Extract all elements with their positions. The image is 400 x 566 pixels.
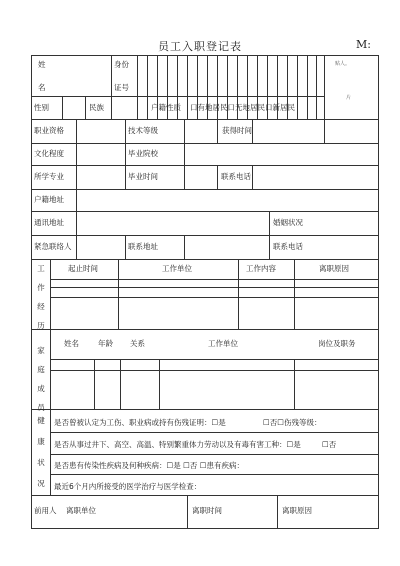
- prev-employer-label: 前用人: [34, 506, 57, 515]
- name-label-2: 名: [38, 83, 46, 92]
- hukou-options[interactable]: 口有地居民口无地居民口新居民: [190, 103, 295, 112]
- family-side-label-2: 庭: [37, 365, 45, 374]
- family-header-relation: 关系: [130, 339, 145, 348]
- education-label: 文化程度: [34, 149, 64, 158]
- work-side-label-3: 经: [37, 302, 45, 311]
- health-side-label-3: 状: [37, 458, 45, 467]
- leave-unit-label: 离职单位: [66, 506, 96, 515]
- work-header-period: 起止时间: [68, 264, 98, 273]
- health-q2[interactable]: 是否从事过井下、高空、高温、特别繁重体力劳动以及有毒有害工种：☐是: [54, 440, 301, 449]
- major-label: 所学专业: [34, 172, 64, 181]
- phone-label: 联系电话: [221, 172, 251, 181]
- family-header-position: 岗位及职务: [318, 339, 356, 348]
- form-title: 员工入职登记表: [158, 40, 242, 53]
- health-side-label-1: 健: [37, 416, 45, 425]
- id-label-1: 身份: [114, 60, 129, 69]
- photo-label-2: 片: [346, 95, 352, 101]
- family-header-age: 年龄: [98, 339, 113, 348]
- health-q2-options[interactable]: ☐否: [322, 440, 337, 449]
- leave-time-label: 离职时间: [192, 506, 222, 515]
- emergency-contact-label: 紧急联络人: [34, 242, 72, 251]
- work-header-employer: 工作单位: [162, 264, 192, 273]
- tech-level-label: 技术等级: [128, 126, 158, 135]
- leave-reason-label: 离职原因: [282, 506, 312, 515]
- marital-label: 婚姻状况: [273, 218, 303, 227]
- ethnicity-label: 民族: [89, 103, 104, 112]
- name-label-1: 姓: [38, 60, 46, 69]
- work-side-label-2: 作: [37, 283, 45, 292]
- hukou-address-label: 户籍地址: [34, 195, 64, 204]
- family-side-label-1: 家: [37, 346, 45, 355]
- obtained-time-label: 获得时间: [222, 126, 252, 135]
- health-q1[interactable]: 是否曾被认定为工伤、职业病或持有伤残证明：☐是: [54, 418, 226, 427]
- hukou-type-label: 户籍性质: [151, 103, 181, 112]
- registration-form: [31, 55, 379, 529]
- contact-address-label: 联系地址: [128, 242, 158, 251]
- comm-address-label: 通讯地址: [34, 218, 64, 227]
- id-label-2: 证号: [114, 83, 129, 92]
- health-q4[interactable]: 最近6个月内所接受的医学治疗与医学检查：: [54, 482, 202, 491]
- form-number-label: M:: [356, 38, 371, 51]
- qualification-label: 职业资格: [34, 126, 64, 135]
- school-label: 毕业院校: [128, 149, 158, 158]
- family-side-label-3: 成: [37, 384, 45, 393]
- family-side-label-4: 员: [37, 403, 45, 412]
- health-side-label-2: 康: [37, 437, 45, 446]
- grad-time-label: 毕业时间: [128, 172, 158, 181]
- gender-label: 性别: [34, 103, 49, 112]
- health-q1-options[interactable]: ☐否☐伤残等级：: [263, 418, 322, 427]
- work-header-duties: 工作内容: [246, 264, 276, 273]
- family-header-name: 姓名: [64, 339, 79, 348]
- work-header-leave-reason: 离职原因: [319, 264, 349, 273]
- health-q3[interactable]: 是否患有传染性疾病及何种疾病：☐是 ☐否 ☐患有疾病：: [54, 461, 244, 470]
- family-header-employer: 工作单位: [208, 339, 238, 348]
- health-side-label-4: 况: [37, 479, 45, 488]
- photo-label-1: 贴人。: [335, 61, 351, 67]
- work-side-label-1: 工: [37, 264, 45, 273]
- contact-phone-label: 联系电话: [273, 242, 303, 251]
- work-side-label-4: 历: [37, 321, 45, 330]
